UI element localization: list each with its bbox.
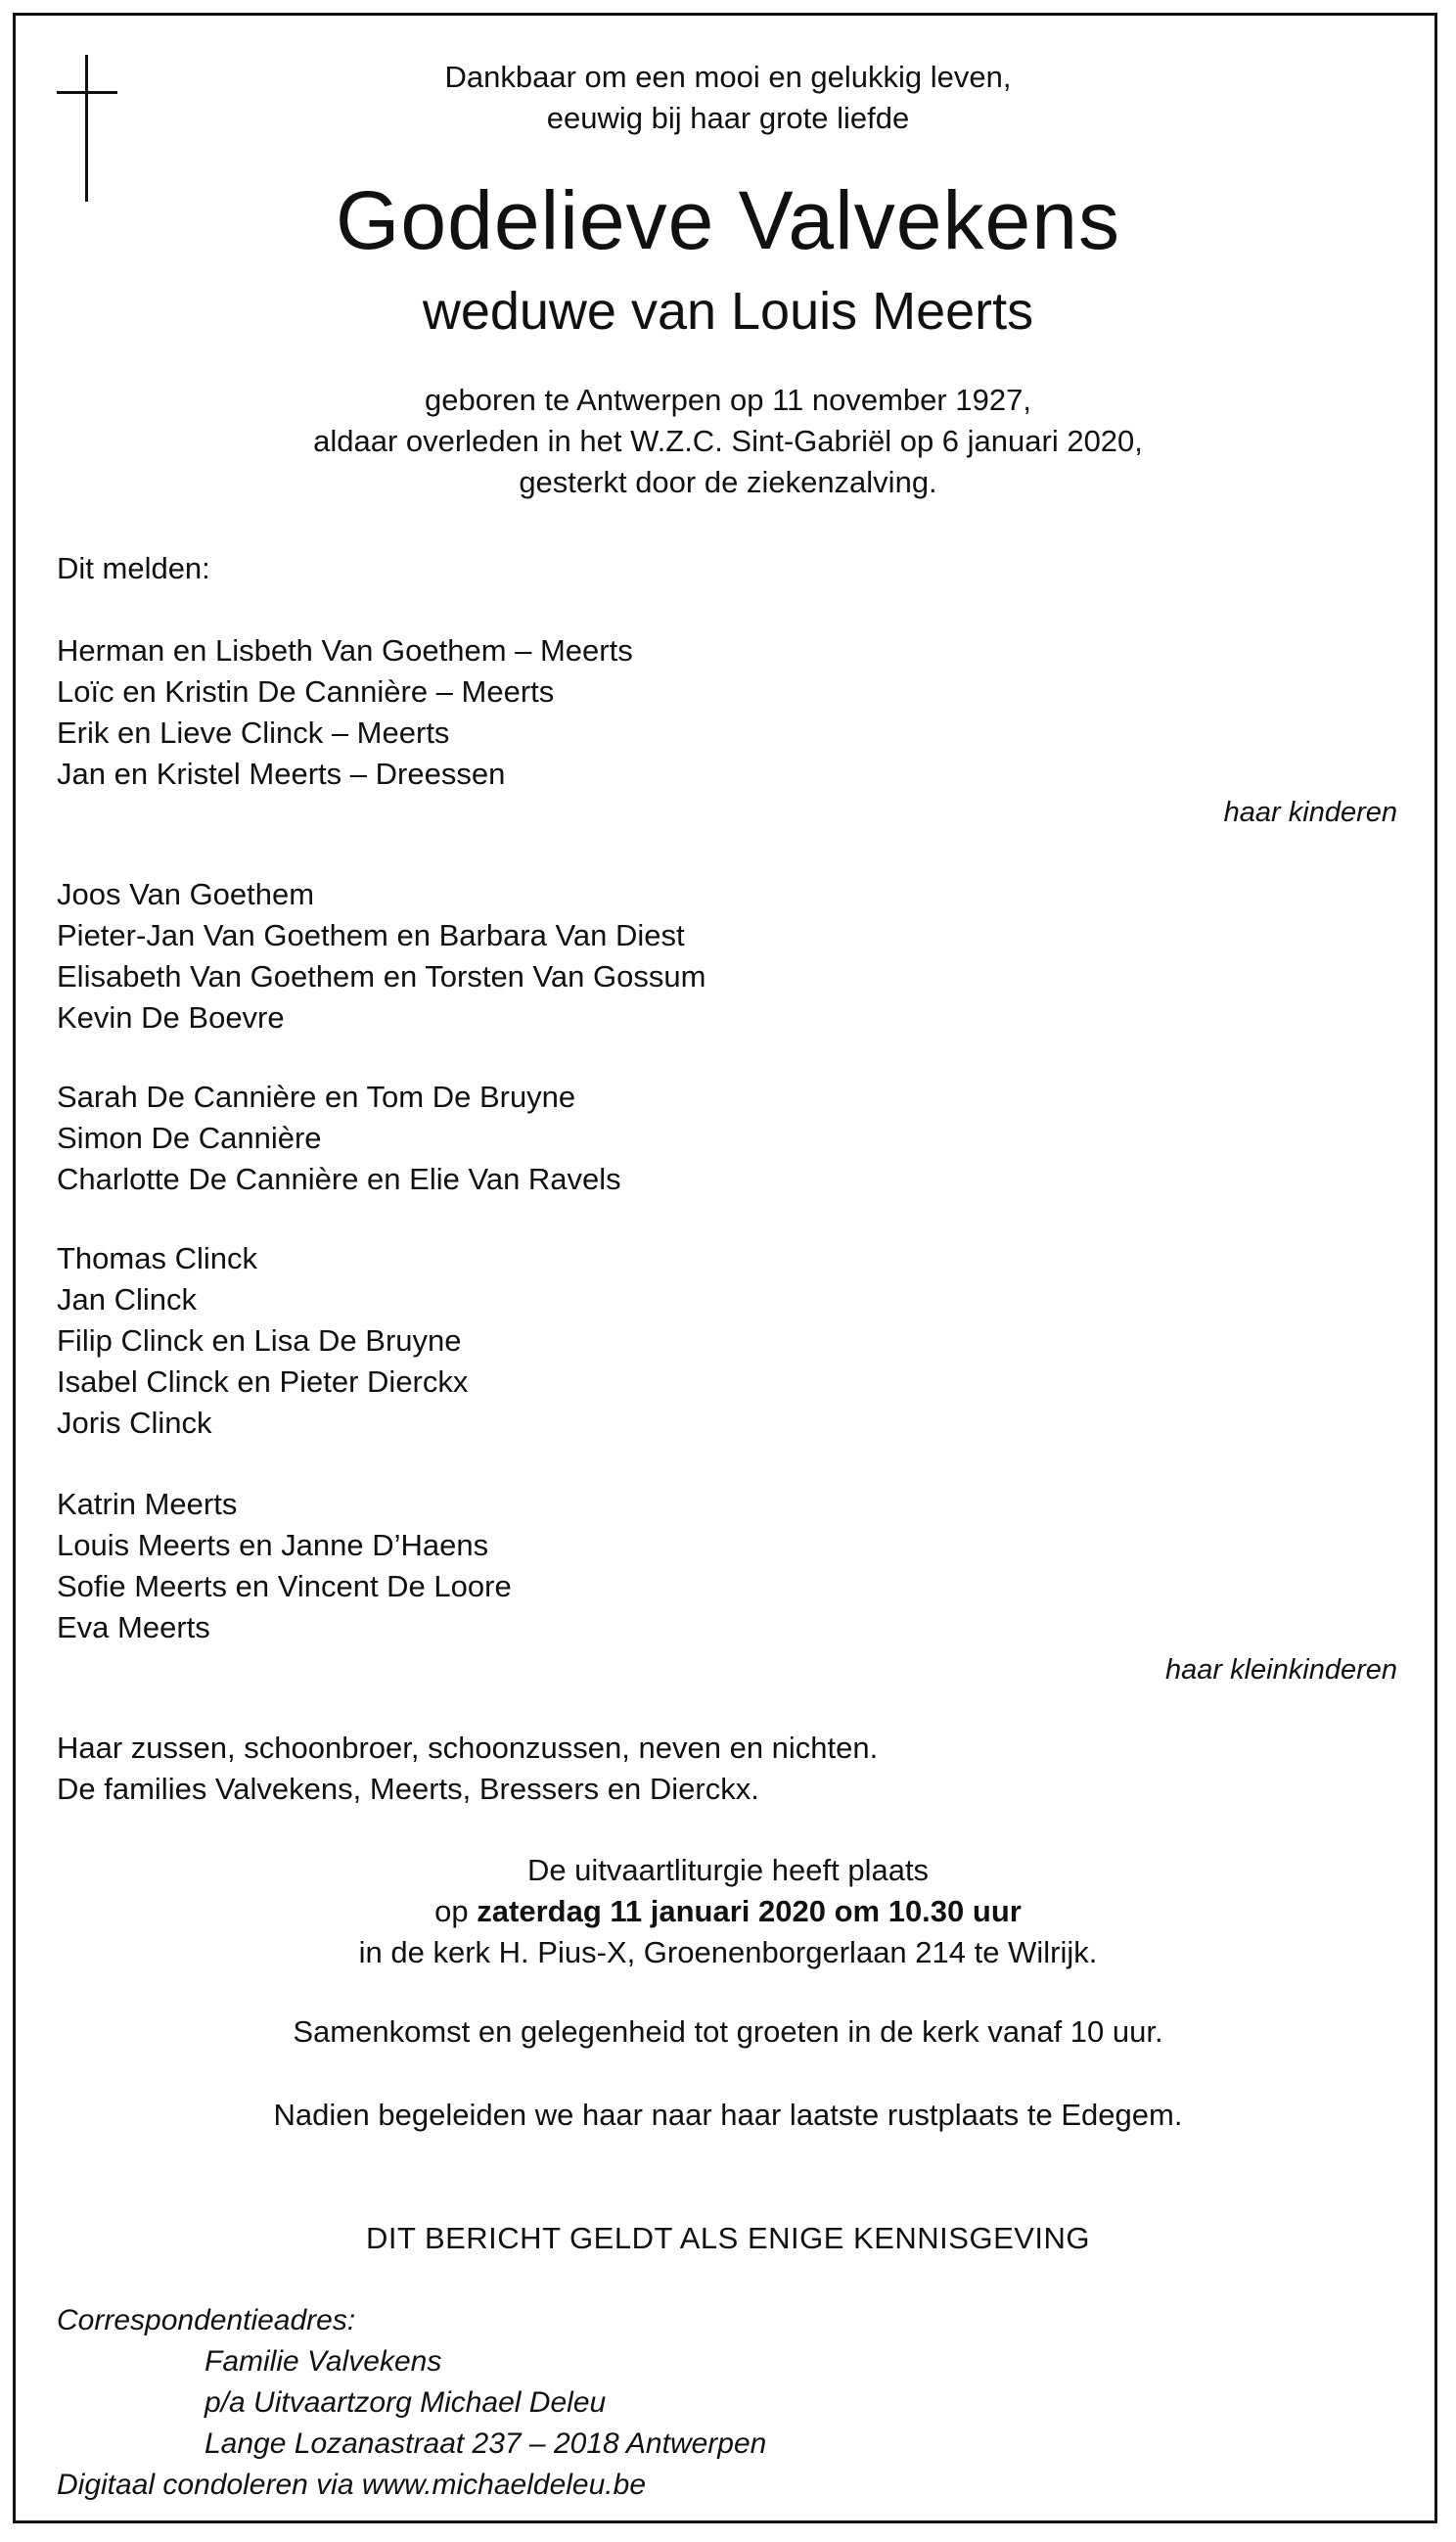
correspondence-address [57,2300,766,2506]
funeral-datetime: op zaterdag 11 januari 2020 om 10.30 uur [434,1894,1022,1928]
list-item: Katrin Meerts [57,1487,238,1521]
intro-text [98,57,1358,139]
gathering-info: Samenkomst en gelegenheid tot groeten in de kerk vanaf 10 uur. [293,2014,1163,2049]
grandchildren-group [57,874,1397,1039]
funeral-intro: De uitvaartliturgie heeft plaats [526,1853,930,1887]
address-line: Familie Valvekens [205,2345,442,2378]
grandchildren-label: haar kleinkinderen [1165,1654,1397,1686]
list-item: Jan Clinck [57,1282,197,1317]
intro-line: eeuwig bij haar grote liefde [546,101,910,135]
intro-line: Dankbaar om een mooi en gelukkig leven, [444,60,1012,94]
families-line: De families Valvekens, Meerts, Bressers en Dierckx. [57,1772,759,1806]
notice-statement: DIT BERICHT GELDT ALS ENIGE KENNISGEVING [365,2221,1091,2255]
birth-line: geboren te Antwerpen op 11 november 1927, [425,383,1031,417]
funeral-date-bold: zaterdag 11 januari 2020 om 10.30 uur [477,1894,1022,1928]
sacrament-line: gesterkt door de ziekenzalving. [519,465,937,499]
list-item: Thomas Clinck [57,1241,257,1275]
list-item: Joris Clinck [57,1406,212,1440]
list-item: Kevin De Boevre [57,1000,285,1035]
funeral-details [98,1850,1358,1973]
address-line: p/a Uitvaartzorg Michael Deleu [205,2386,607,2419]
birth-death-details [98,380,1358,503]
correspondence-label: Correspondentieadres: [57,2304,356,2336]
funeral-location: in de kerk H. Pius-X, Groenenborgerlaan 214 te Wilrijk. [358,1935,1098,1969]
online-condolence-link[interactable]: Digitaal condoleren via www.michaeldeleu.be [57,2469,647,2501]
grandchildren-group [57,1077,1397,1200]
list-item: Isabel Clinck en Pieter Dierckx [57,1364,469,1399]
list-item: Sarah De Cannière en Tom De Bruyne [57,1080,576,1114]
grandchildren-group [57,1484,1397,1648]
list-item: Simon De Cannière [57,1121,322,1155]
burial-info: Nadien begeleiden we haar naar haar laatste rustplaats te Edegem. [273,2098,1183,2132]
death-line: aldaar overleden in het W.Z.C. Sint-Gabriël op 6 januari 2020, [313,424,1143,458]
list-item: Filip Clinck en Lisa De Bruyne [57,1323,462,1358]
announcers-heading: Dit melden: [57,551,210,585]
list-item: Jan en Kristel Meerts – Dreessen [57,757,506,791]
list-item: Eva Meerts [57,1610,210,1644]
relatives-line: Haar zussen, schoonbroer, schoonzussen, neven en nichten. [57,1731,879,1765]
list-item: Elisabeth Van Goethem en Torsten Van Gossum [57,959,706,994]
list-item: Joos Van Goethem [57,877,315,911]
address-line: Lange Lozanastraat 237 – 2018 Antwerpen [205,2427,767,2460]
list-item: Louis Meerts en Janne D’Haens [57,1528,489,1562]
widow-of: weduwe van Louis Meerts [422,282,1034,341]
list-item: Sofie Meerts en Vincent De Loore [57,1569,512,1603]
list-item: Loïc en Kristin De Cannière – Meerts [57,674,555,709]
list-item: Pieter-Jan Van Goethem en Barbara Van Diest [57,918,685,952]
list-item: Herman en Lisbeth Van Goethem – Meerts [57,633,633,668]
list-item: Charlotte De Cannière en Elie Van Ravels [57,1162,621,1196]
deceased-name: Godelieve Valvekens [336,174,1120,266]
grandchildren-group [57,1238,1397,1444]
list-item: Erik en Lieve Clinck – Meerts [57,716,450,750]
other-relatives [57,1728,1397,1810]
children-list [57,630,1397,795]
children-label: haar kinderen [1223,797,1397,828]
